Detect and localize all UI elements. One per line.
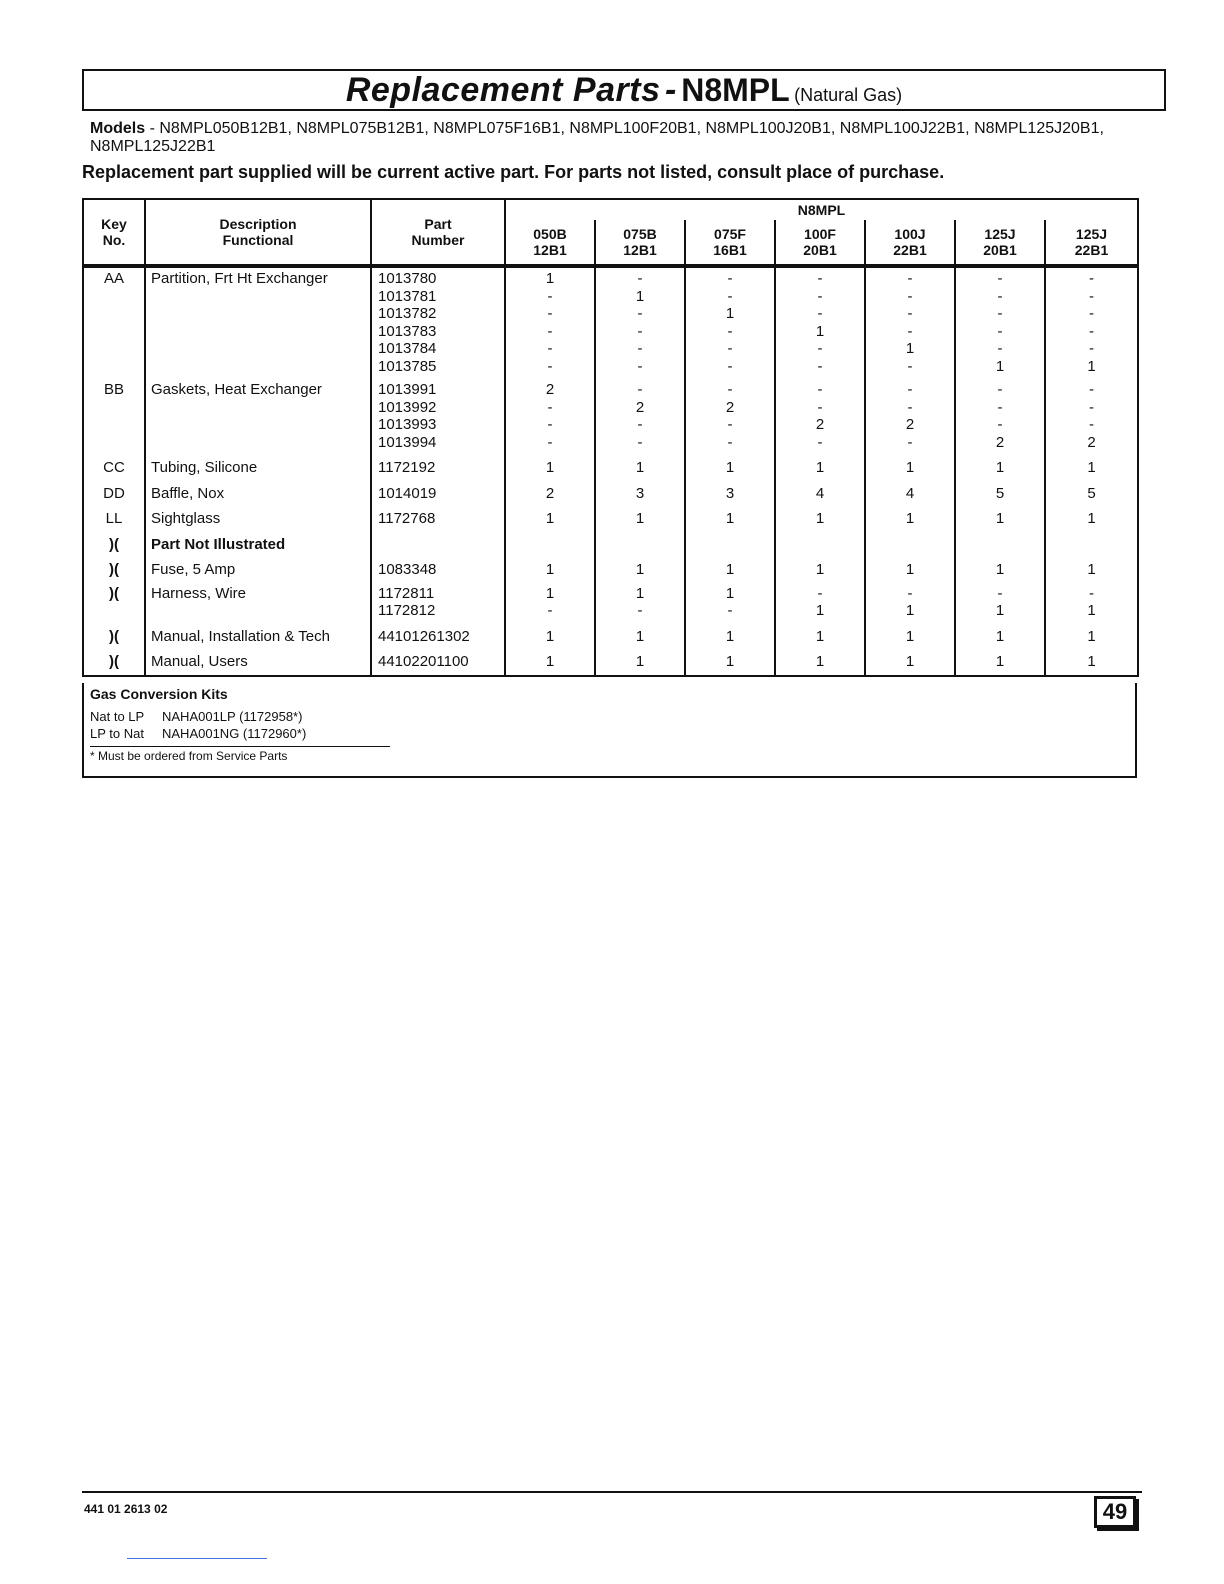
table-row [83,624,1138,650]
table-row [83,557,1138,583]
part-number: 44101261302 [378,627,470,645]
qty-cell: 1 [1045,455,1138,481]
row-key: CC [103,459,125,476]
part-number [378,536,504,554]
row-description: Manual, Installation & Tech [145,624,371,650]
kit-line: LP to Nat NAHA001NG (1172960*) [90,726,307,741]
qty-cell: 1 - - - - - [505,266,595,379]
part-number: 1013780 [378,270,437,287]
qty-cell: 1 [955,649,1045,676]
qty-cell: - 1 [775,583,865,624]
part-number: 1083348 [378,561,437,578]
qty-cell: 1 [865,455,955,481]
qty-cell: - - - 2 [1045,379,1138,455]
qty-cell: 3 [595,481,685,507]
qty-cell: 1 [685,557,775,583]
qty-cell: 1 [505,649,595,676]
part-number: 1013994 [378,433,437,451]
qty-cell [595,532,685,558]
row-description: Manual, Users [145,649,371,676]
qty-cell: 1 [1045,557,1138,583]
part-number: 1013784 [378,340,437,357]
qty-cell: 1 [595,455,685,481]
table-row [83,649,1138,676]
bottom-underline [127,1558,267,1559]
parts-table [82,198,1139,677]
qty-cell: 1 - [685,583,775,624]
row-part-numbers [371,557,505,583]
qty-cell: 1 [685,455,775,481]
table-row [83,481,1138,507]
qty-cell: 1 [505,624,595,650]
qty-cell: 1 [955,506,1045,532]
qty-cell: 1 [1045,506,1138,532]
row-description: Fuse, 5 Amp [145,557,371,583]
qty-cell: 1 [775,649,865,676]
part-number: 1013991 [378,381,437,398]
table-row [83,379,1138,455]
header-key: Key No. [83,199,145,266]
table-row [83,583,1138,624]
header-model-3: 100F 20B1 [775,220,865,266]
qty-cell: - 1 - - - - [595,266,685,379]
qty-cell: 5 [955,481,1045,507]
models-label: Models [90,120,146,137]
qty-cell: - - - - - 1 [1045,266,1138,379]
gas-conversion-kits [82,683,1137,778]
page-title: Replacement Parts [345,71,661,109]
header-model-5: 125J 20B1 [955,220,1045,266]
models-text: - N8MPL050B12B1, N8MPL075B12B1, N8MPL075F16B1, N8MPL100F20B1, N8MPL100J20B1, N8MPL100J22B1, N8MPL125J20B1, N8MPL125J22B1 [90,120,1104,155]
qty-cell: 5 [1045,481,1138,507]
qty-cell: 1 [955,455,1045,481]
qty-cell: 1 [505,506,595,532]
part-number: 1013785 [378,357,437,375]
row-key: )( [109,584,119,602]
qty-cell: 1 [1045,624,1138,650]
title-subtitle: (Natural Gas) [794,85,903,105]
qty-cell: - - - 2 [955,379,1045,455]
qty-cell: - - 1 - - - [685,266,775,379]
page-number: 49 [1094,1496,1136,1528]
qty-cell: 3 [685,481,775,507]
qty-cell: 2 - - - [505,379,595,455]
page-title-box [82,69,1166,111]
part-number: 1172811 [378,584,435,602]
qty-cell: 1 [775,506,865,532]
row-part-numbers [371,583,505,624]
row-description: Tubing, Silicone [145,455,371,481]
part-number: 44102201100 [378,653,469,670]
qty-cell: 1 [685,649,775,676]
row-part-numbers [371,379,505,455]
qty-cell: 1 [955,624,1045,650]
kit-line: Nat to LP NAHA001LP (1172958*) [90,709,303,724]
kits-note: * Must be ordered from Service Parts [90,746,390,763]
qty-cell: 1 - [505,583,595,624]
models-list [90,120,1180,156]
part-number: 1013992 [378,398,437,416]
title-model: N8MPL [681,72,790,108]
replacement-notice: Replacement part supplied will be current active part. For parts not listed, consult place of purchase. [82,162,945,182]
qty-cell [505,532,595,558]
qty-cell: - - - - - 1 [955,266,1045,379]
title-separator: - [664,71,677,109]
qty-cell [775,532,865,558]
table-row [83,532,1138,558]
qty-cell: - - 2 - [865,379,955,455]
row-part-numbers [371,455,505,481]
header-model-0: 050B 12B1 [505,220,595,266]
row-part-numbers [371,481,505,507]
qty-cell: 1 [775,455,865,481]
row-key: AA [103,270,124,287]
row-description: Harness, Wire [145,583,371,624]
part-number: 1013993 [378,416,437,433]
qty-cell [865,532,955,558]
qty-cell: 1 [685,624,775,650]
header-model-6: 125J 22B1 [1045,220,1138,266]
row-part-numbers [371,266,505,379]
row-key: DD [103,484,125,502]
qty-cell: 1 [595,624,685,650]
table-row [83,455,1138,481]
footer-rule [82,1491,1142,1493]
row-part-numbers [371,624,505,650]
part-number: 1014019 [378,484,437,502]
qty-cell: - 1 [1045,583,1138,624]
qty-cell: - 1 [955,583,1045,624]
row-key: )( [109,627,119,645]
qty-cell: 1 [595,649,685,676]
qty-cell: 4 [865,481,955,507]
part-number: 1172768 [378,510,436,527]
qty-cell: 1 [865,649,955,676]
qty-cell: 1 [955,557,1045,583]
row-part-numbers [371,506,505,532]
qty-cell: - - - - 1 - [865,266,955,379]
qty-cell: 1 [865,624,955,650]
qty-cell: 1 - [595,583,685,624]
qty-cell: 1 [865,506,955,532]
part-number: 1013781 [378,287,437,305]
table-row [83,506,1138,532]
qty-cell: 1 [1045,649,1138,676]
header-model-1: 075B 12B1 [595,220,685,266]
qty-cell: 4 [775,481,865,507]
row-key: )( [109,561,119,578]
row-description: Gaskets, Heat Exchanger [145,379,371,455]
table-row [83,266,1138,379]
part-number: 1172192 [378,459,436,476]
qty-cell: - 2 - - [685,379,775,455]
qty-cell [685,532,775,558]
header-model-2: 075F 16B1 [685,220,775,266]
qty-cell: 1 [775,624,865,650]
qty-cell: - 1 [865,583,955,624]
qty-cell: 1 [505,557,595,583]
header-part-number: Part Number [371,199,505,266]
row-key: BB [103,381,124,398]
qty-cell: 1 [595,557,685,583]
qty-cell: - - - 1 - - [775,266,865,379]
row-key: LL [105,510,123,527]
qty-cell [1045,532,1138,558]
header-n8mpl-group: N8MPL [505,199,1138,220]
document-code: 441 01 2613 02 [84,1502,168,1516]
kits-title: Gas Conversion Kits [90,686,228,702]
qty-cell: 1 [865,557,955,583]
header-model-4: 100J 22B1 [865,220,955,266]
row-description: Baffle, Nox [145,481,371,507]
row-key: )( [109,535,119,553]
qty-cell: 1 [775,557,865,583]
row-description: Partition, Frt Ht Exchanger [145,266,371,379]
qty-cell: - - 2 - [775,379,865,455]
qty-cell: - 2 - - [595,379,685,455]
row-description: Sightglass [145,506,371,532]
part-number: 1013782 [378,305,437,322]
row-part-numbers [371,532,505,558]
part-number: 1172812 [378,602,436,619]
row-part-numbers [371,649,505,676]
row-key: )( [109,653,119,670]
parts-table-wrap [82,198,1137,677]
qty-cell: 1 [595,506,685,532]
qty-cell [955,532,1045,558]
row-description: Part Not Illustrated [145,532,371,558]
qty-cell: 2 [505,481,595,507]
part-number: 1013783 [378,322,437,340]
qty-cell: 1 [685,506,775,532]
header-description: Description Functional [145,199,371,266]
qty-cell: 1 [505,455,595,481]
